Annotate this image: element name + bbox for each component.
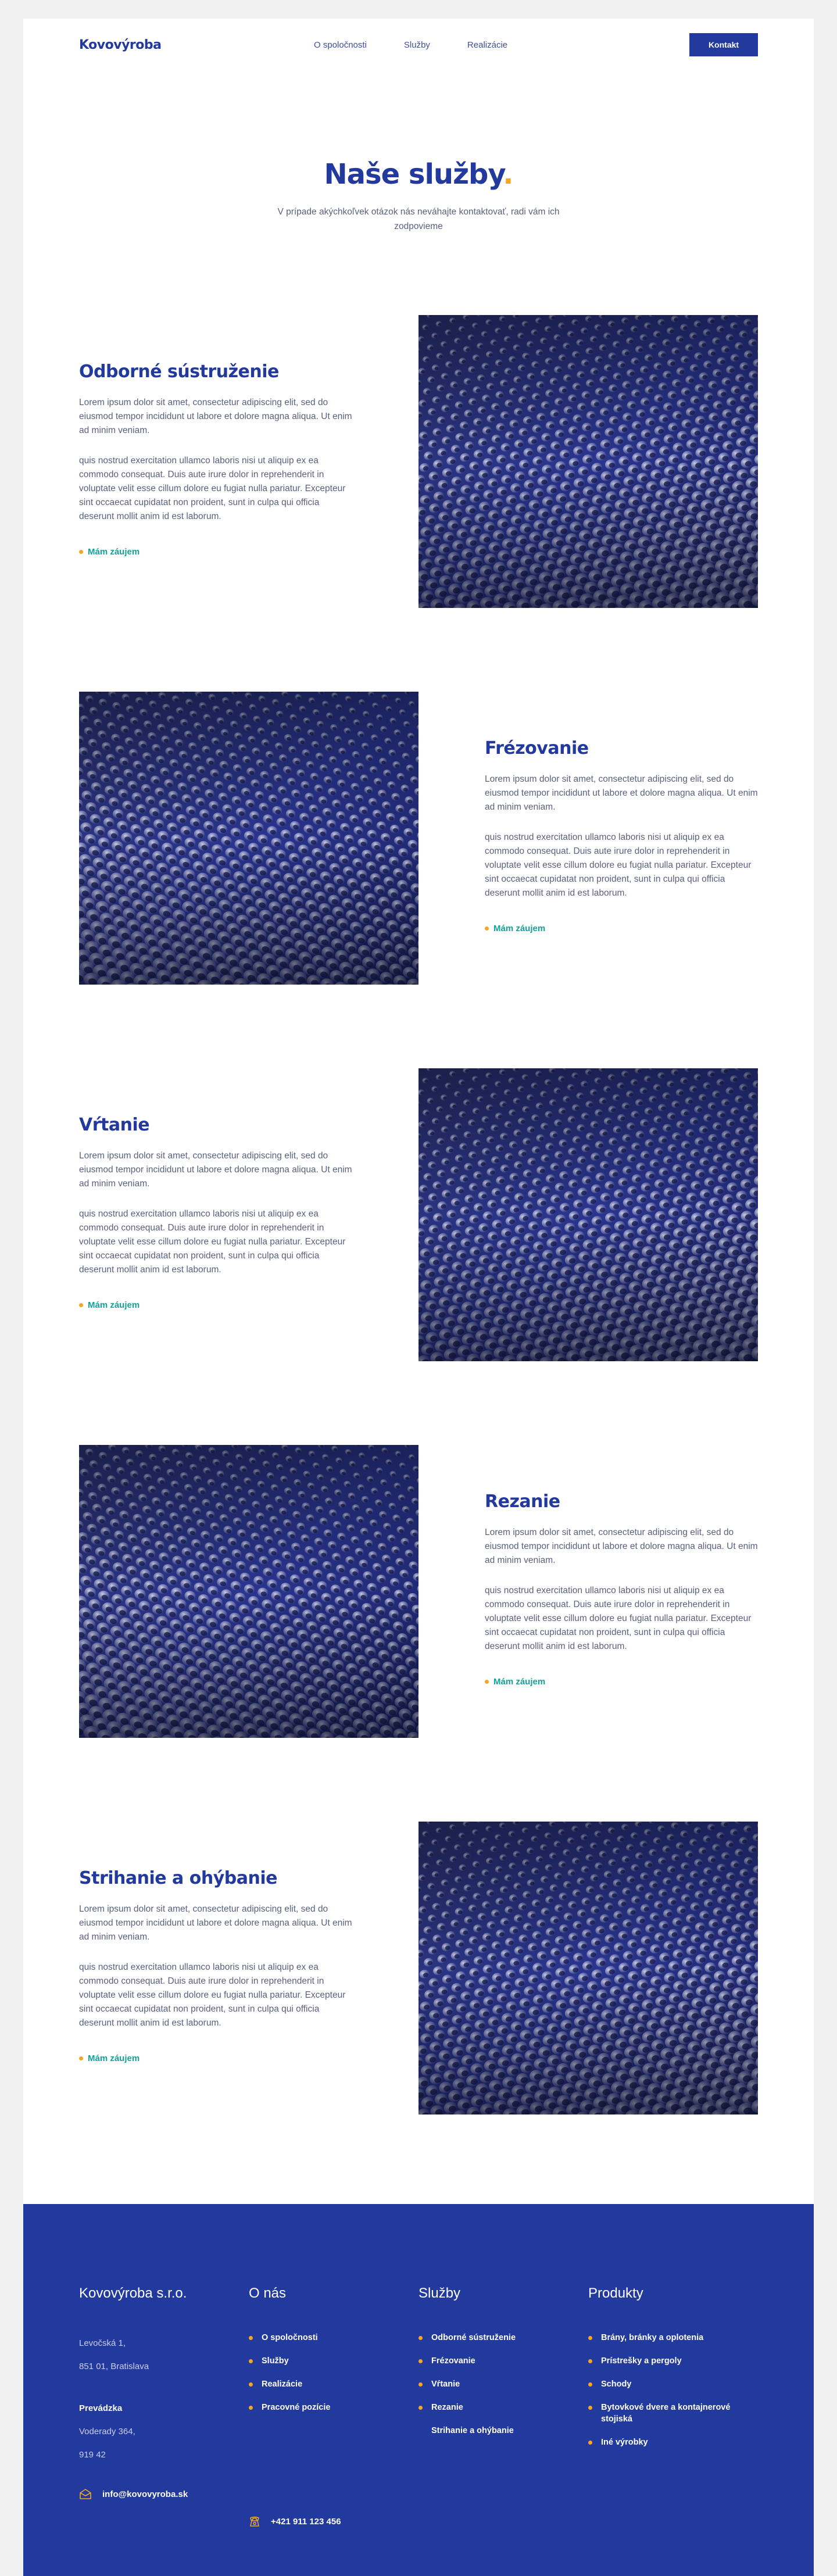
contact-button[interactable]: Kontakt — [689, 33, 758, 56]
footer-link[interactable] — [588, 2402, 758, 2425]
hero — [23, 71, 814, 315]
bullet-icon — [588, 2336, 592, 2340]
service-image — [419, 1068, 758, 1361]
footer-link-label: Frézovanie — [431, 2356, 475, 2366]
bullet-icon — [485, 926, 489, 931]
footer-link[interactable] — [419, 2378, 588, 2390]
service-text — [485, 1491, 758, 1687]
address-line-2: 851 01, Bratislava — [79, 2355, 249, 2378]
interest-link-label: Mám záujem — [88, 1300, 140, 1310]
page-subtitle: V prípade akýchkoľvek otázok nás neváhajte kontaktovať, radi vám ich zodpovieme — [256, 205, 581, 234]
service-description: Lorem ipsum dolor sit amet, consectetur adipiscing elit, sed do eiusmod tempor incididunt ut labore et dolore magna aliqua. Ut enim ad minim veniam. — [485, 772, 758, 814]
service-description-more: quis nostrud exercitation ullamco laboris nisi ut aliquip ex ea commodo consequat. Duis aute irure dolor in reprehenderit in voluptate velit esse cillum dolore eu fugiat nulla pariatur. Excepteur sint occaecat cupidatat non proident, sunt in culpa qui officia deserunt mollit anim id est laborum. — [79, 1960, 352, 2030]
address-line-1: Levočská 1, — [79, 2332, 249, 2355]
service-description-more: quis nostrud exercitation ullamco laboris nisi ut aliquip ex ea commodo consequat. Duis aute irure dolor in reprehenderit in voluptate velit esse cillum dolore eu fugiat nulla pariatur. Excepteur sint occaecat cupidatat non proident, sunt in culpa qui officia deserunt mollit anim id est laborum. — [485, 831, 758, 900]
interest-link[interactable] — [79, 1300, 352, 1310]
bullet-icon — [79, 1303, 83, 1307]
site-footer — [23, 2204, 814, 2576]
service-item — [79, 315, 758, 692]
footer-link-label: Služby — [262, 2356, 289, 2366]
footer-about-title: O nás — [249, 2285, 419, 2302]
footer-link-label: Pracovné pozície — [262, 2403, 330, 2412]
footer-company-title: Kovovýroba s.r.o. — [79, 2285, 249, 2302]
footer-products-title: Produkty — [588, 2285, 758, 2302]
metal-mesh-image — [419, 315, 758, 608]
service-item — [79, 1822, 758, 2198]
title-accent-dot: . — [503, 158, 513, 191]
bullet-icon — [419, 2336, 423, 2340]
service-title: Odborné sústruženie — [79, 362, 352, 382]
branch-line-2: 919 42 — [79, 2443, 249, 2467]
footer-link-label: Vŕtanie — [431, 2380, 460, 2389]
metal-mesh-image — [419, 1822, 758, 2115]
service-text — [485, 738, 758, 933]
email-text: info@kovovyroba.sk — [102, 2489, 188, 2499]
footer-link-label: Iné výrobky — [601, 2438, 648, 2447]
footer-link-label: Prístrešky a pergoly — [601, 2356, 682, 2366]
phone-link[interactable] — [249, 2516, 419, 2527]
service-text — [79, 362, 352, 557]
branch-label: Prevádzka — [79, 2397, 249, 2420]
service-text — [79, 1868, 352, 2063]
envelope-icon — [79, 2489, 92, 2499]
bullet-icon — [588, 2441, 592, 2445]
logo[interactable]: Kovovýroba — [79, 38, 161, 52]
footer-link[interactable] — [419, 2402, 588, 2413]
footer-link-label: O spoločnosti — [262, 2333, 318, 2342]
bullet-icon — [419, 2382, 423, 2387]
email-link[interactable] — [79, 2489, 249, 2499]
service-text — [79, 1115, 352, 1310]
footer-link[interactable] — [588, 2437, 758, 2448]
footer-products-list — [588, 2332, 758, 2448]
bullet-icon — [588, 2359, 592, 2363]
main-nav — [314, 19, 507, 71]
bullet-icon — [79, 2056, 83, 2060]
service-image — [79, 1445, 419, 1738]
footer-link-label: Brány, bránky a oplotenia — [601, 2333, 703, 2342]
site-header — [23, 19, 814, 71]
bullet-icon — [249, 2406, 253, 2410]
service-item — [79, 692, 758, 1068]
footer-about — [249, 2285, 419, 2576]
footer-link[interactable] — [588, 2378, 758, 2390]
nav-link-about[interactable]: O spoločnosti — [314, 40, 367, 50]
service-title: Rezanie — [485, 1491, 758, 1512]
footer-link[interactable] — [249, 2378, 419, 2390]
footer-link[interactable] — [249, 2402, 419, 2413]
branch-line-1: Voderady 364, — [79, 2420, 249, 2443]
interest-link[interactable] — [79, 2053, 352, 2063]
page — [23, 19, 814, 2576]
footer-link[interactable] — [419, 2425, 588, 2437]
bullet-icon — [249, 2359, 253, 2363]
footer-link[interactable] — [588, 2332, 758, 2344]
footer-link[interactable] — [588, 2355, 758, 2367]
service-description-more: quis nostrud exercitation ullamco laboris nisi ut aliquip ex ea commodo consequat. Duis aute irure dolor in reprehenderit in voluptate velit esse cillum dolore eu fugiat nulla pariatur. Excepteur sint occaecat cupidatat non proident, sunt in culpa qui officia deserunt mollit anim id est laborum. — [485, 1584, 758, 1654]
nav-link-projects[interactable]: Realizácie — [467, 40, 507, 50]
footer-link-label: Strihanie a ohýbanie — [431, 2426, 514, 2435]
metal-mesh-image — [419, 1068, 758, 1361]
footer-link-label: Realizácie — [262, 2380, 302, 2389]
interest-link-label: Mám záujem — [88, 2053, 140, 2063]
service-image — [419, 315, 758, 608]
service-item — [79, 1068, 758, 1445]
service-description: Lorem ipsum dolor sit amet, consectetur adipiscing elit, sed do eiusmod tempor incididunt ut labore et dolore magna aliqua. Ut enim ad minim veniam. — [79, 1902, 352, 1944]
bullet-icon — [485, 1680, 489, 1684]
services-list — [23, 315, 814, 2198]
footer-link[interactable] — [249, 2355, 419, 2367]
metal-mesh-image — [79, 692, 419, 985]
interest-link[interactable] — [485, 1677, 758, 1687]
service-description-more: quis nostrud exercitation ullamco laboris nisi ut aliquip ex ea commodo consequat. Duis aute irure dolor in reprehenderit in voluptate velit esse cillum dolore eu fugiat nulla pariatur. Excepteur sint occaecat cupidatat non proident, sunt in culpa qui officia deserunt mollit anim id est laborum. — [79, 454, 352, 524]
footer-link[interactable] — [419, 2355, 588, 2367]
bullet-icon — [588, 2382, 592, 2387]
interest-link-label: Mám záujem — [493, 924, 545, 933]
footer-link[interactable] — [419, 2332, 588, 2344]
service-image — [419, 1822, 758, 2115]
service-description: Lorem ipsum dolor sit amet, consectetur adipiscing elit, sed do eiusmod tempor incididunt ut labore et dolore magna aliqua. Ut enim ad minim veniam. — [485, 1526, 758, 1568]
bullet-icon — [249, 2382, 253, 2387]
footer-services — [419, 2285, 588, 2576]
footer-link-label: Rezanie — [431, 2403, 463, 2412]
bullet-icon — [588, 2406, 592, 2410]
bullet-icon — [419, 2406, 423, 2410]
interest-link[interactable] — [485, 924, 758, 933]
interest-link-label: Mám záujem — [493, 1677, 545, 1687]
page-title — [23, 158, 814, 191]
metal-mesh-image — [79, 1445, 419, 1738]
service-title: Vŕtanie — [79, 1115, 352, 1135]
service-description: Lorem ipsum dolor sit amet, consectetur adipiscing elit, sed do eiusmod tempor incididunt ut labore et dolore magna aliqua. Ut enim ad minim veniam. — [79, 396, 352, 438]
service-description-more: quis nostrud exercitation ullamco laboris nisi ut aliquip ex ea commodo consequat. Duis aute irure dolor in reprehenderit in voluptate velit esse cillum dolore eu fugiat nulla pariatur. Excepteur sint occaecat cupidatat non proident, sunt in culpa qui officia deserunt mollit anim id est laborum. — [79, 1207, 352, 1277]
bullet-icon — [419, 2359, 423, 2363]
bullet-icon — [79, 550, 83, 554]
footer-link[interactable] — [249, 2332, 419, 2344]
service-title: Frézovanie — [485, 738, 758, 759]
bullet-icon — [249, 2336, 253, 2340]
page-title-text: Naše služby — [324, 158, 503, 191]
service-description: Lorem ipsum dolor sit amet, consectetur adipiscing elit, sed do eiusmod tempor incididunt ut labore et dolore magna aliqua. Ut enim ad minim veniam. — [79, 1149, 352, 1191]
service-item — [79, 1445, 758, 1822]
nav-link-services[interactable]: Služby — [404, 40, 430, 50]
footer-services-title: Služby — [419, 2285, 588, 2302]
footer-link-label: Bytovkové dvere a kontajnerové stojiská — [601, 2403, 730, 2424]
footer-link-label: Schody — [601, 2380, 631, 2389]
footer-services-list — [419, 2332, 588, 2437]
footer-about-list — [249, 2332, 419, 2413]
interest-link-label: Mám záujem — [88, 547, 140, 557]
footer-link-label: Odborné sústruženie — [431, 2333, 516, 2342]
footer-company — [79, 2285, 249, 2576]
phone-text: +421 911 123 456 — [271, 2517, 341, 2527]
phone-icon — [249, 2516, 260, 2527]
footer-products — [588, 2285, 758, 2576]
service-title: Strihanie a ohýbanie — [79, 1868, 352, 1888]
interest-link[interactable] — [79, 547, 352, 557]
service-image — [79, 692, 419, 985]
